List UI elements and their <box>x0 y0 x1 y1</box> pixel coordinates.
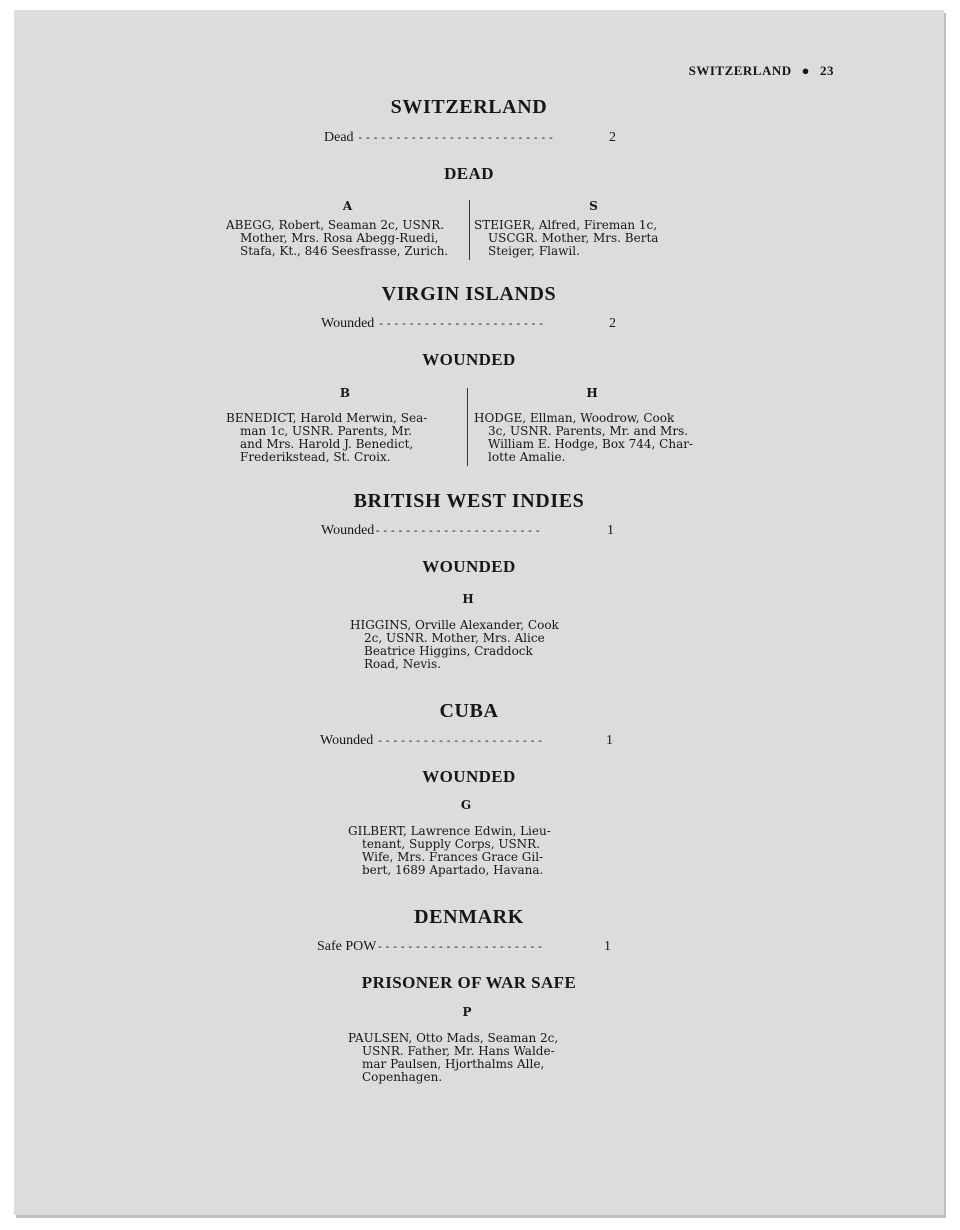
subheading: PRISONER OF WAR SAFE <box>361 973 577 992</box>
count-line <box>321 316 616 332</box>
dot-leader: ---------------------- <box>377 317 546 330</box>
count-value: 1 <box>607 523 614 538</box>
subheading: WOUNDED <box>422 557 516 576</box>
running-head-section: SWITZERLAND <box>688 63 792 78</box>
subheading: DEAD <box>444 164 494 183</box>
count-line <box>317 939 611 955</box>
casualty-entry <box>474 412 710 464</box>
subheading: WOUNDED <box>422 350 516 369</box>
dot-leader: ---------------------- <box>376 940 545 953</box>
alpha-letter: H <box>462 592 474 606</box>
alpha-letter: B <box>339 386 351 400</box>
entry-line: tenant, Supply Corps, USNR. <box>362 837 541 851</box>
count-value: 2 <box>609 130 616 145</box>
entry-line: bert, 1689 Apartado, Havana. <box>362 863 544 877</box>
entry-line: HIGGINS, Orville Alexander, Cook <box>350 618 559 632</box>
count-label: Dead <box>324 130 354 145</box>
alpha-letter: A <box>342 199 353 213</box>
entry-line: HODGE, Ellman, Woodrow, Cook <box>474 411 675 425</box>
bullet-icon: ● <box>801 63 810 78</box>
count-value: 2 <box>609 316 616 331</box>
entry-line: Wife, Mrs. Frances Grace Gil- <box>362 850 544 864</box>
count-label: Safe POW <box>317 939 377 954</box>
entry-line: BENEDICT, Harold Merwin, Sea- <box>226 411 428 425</box>
entry-line: Copenhagen. <box>362 1070 443 1084</box>
entry-line: Road, Nevis. <box>364 657 441 671</box>
casualty-entry <box>348 1032 586 1084</box>
entry-line: lotte Amalie. <box>488 450 566 464</box>
count-line <box>320 733 613 749</box>
entry-line: USCGR. Mother, Mrs. Berta <box>488 231 659 245</box>
casualty-entry <box>350 619 586 671</box>
count-value: 1 <box>606 733 613 748</box>
subheading: WOUNDED <box>422 767 516 786</box>
alpha-letter: S <box>589 199 598 213</box>
count-line <box>321 523 614 539</box>
count-line <box>324 130 616 146</box>
dot-leader: ---------------------- <box>376 734 545 747</box>
entry-line: and Mrs. Harold J. Benedict, <box>240 437 414 451</box>
count-label: Wounded <box>321 316 375 331</box>
country-heading: VIRGIN ISLANDS <box>381 283 557 305</box>
casualty-entry <box>226 219 464 258</box>
count-label: Wounded <box>321 523 375 538</box>
column-divider <box>469 200 470 260</box>
dot-leader: ---------------------- <box>374 524 543 537</box>
entry-line: Stafa, Kt., 846 Seesfrasse, Zurich. <box>240 244 449 258</box>
entry-line: STEIGER, Alfred, Fireman 1c, <box>474 218 658 232</box>
entry-line: Steiger, Flawil. <box>488 244 580 258</box>
casualty-entry <box>348 825 586 877</box>
count-label: Wounded <box>320 733 374 748</box>
entry-line: ABEGG, Robert, Seaman 2c, USNR. <box>226 218 445 232</box>
entry-line: GILBERT, Lawrence Edwin, Lieu- <box>348 824 551 838</box>
entry-line: Frederikstead, St. Croix. <box>240 450 391 464</box>
alpha-letter: P <box>462 1005 472 1019</box>
count-value: 1 <box>604 939 611 954</box>
document-page <box>14 10 944 1215</box>
dot-leader: -------------------------- <box>357 131 556 144</box>
casualty-entry <box>474 219 710 258</box>
page-number: 23 <box>820 63 834 78</box>
running-head <box>689 63 834 79</box>
country-heading: DENMARK <box>414 906 524 928</box>
entry-line: USNR. Father, Mr. Hans Walde- <box>362 1044 555 1058</box>
entry-line: Beatrice Higgins, Craddock <box>364 644 533 658</box>
entry-line: man 1c, USNR. Parents, Mr. <box>240 424 412 438</box>
column-divider <box>467 388 468 466</box>
alpha-letter: H <box>586 386 598 400</box>
entry-line: Mother, Mrs. Rosa Abegg-Ruedi, <box>240 231 439 245</box>
country-heading: CUBA <box>439 700 499 722</box>
country-heading: SWITZERLAND <box>390 96 548 118</box>
entry-line: 3c, USNR. Parents, Mr. and Mrs. <box>488 424 689 438</box>
casualty-entry <box>226 412 462 464</box>
alpha-letter: G <box>460 798 472 812</box>
entry-line: 2c, USNR. Mother, Mrs. Alice <box>364 631 545 645</box>
entry-line: PAULSEN, Otto Mads, Seaman 2c, <box>348 1031 559 1045</box>
entry-line: William E. Hodge, Box 744, Char- <box>488 437 694 451</box>
country-heading: BRITISH WEST INDIES <box>353 490 585 512</box>
entry-line: mar Paulsen, Hjorthalms Alle, <box>362 1057 545 1071</box>
